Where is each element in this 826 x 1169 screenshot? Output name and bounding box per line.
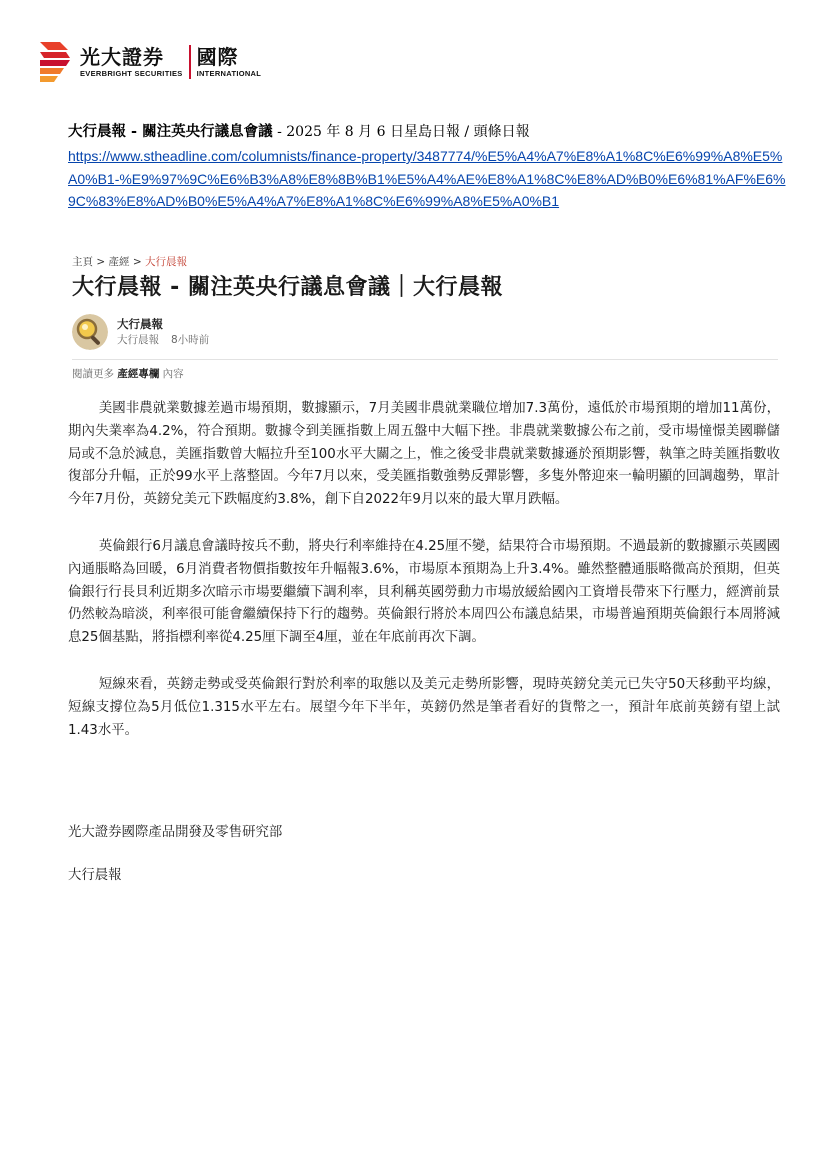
read-more-prefix: 閱讀更多 — [72, 368, 118, 380]
author-column: 大行晨報 — [117, 334, 159, 346]
department-line: 光大證券國際產品開發及零售研究部 — [68, 825, 283, 840]
read-more — [72, 366, 184, 381]
breadcrumb-separator: > — [129, 256, 145, 268]
company-logo — [38, 40, 261, 84]
article-title: 大行晨報 - 關注英央行議息會議｜大行晨報 — [72, 275, 503, 300]
logo-chinese-name: 光大證券 — [80, 45, 164, 69]
body-paragraph: 短線來看，英鎊走勢或受英倫銀行對於利率的取態以及美元走勢所影響，現時英鎊兌美元已失守50天移動平均線，短線支撐位為5月低位1.315水平左右。展望今年下半年，英鎊仍然是筆者看好的貨幣之一，預計年底前英鎊有望上試1.43水平。 — [68, 676, 780, 738]
logo-english-suffix: INTERNATIONAL — [196, 69, 262, 78]
divider — [72, 359, 778, 360]
author-meta — [117, 332, 209, 348]
breadcrumb-current[interactable]: 大行晨報 — [144, 256, 187, 268]
citation-source: - 2025 年 8 月 6 日星島日報 / 頭條日報 — [272, 124, 530, 140]
read-more-link[interactable]: 產經專欄 — [117, 368, 160, 380]
avatar[interactable] — [72, 314, 108, 350]
logo-chinese-suffix: 國際 — [196, 45, 239, 69]
article-body — [68, 398, 780, 766]
citation-header — [68, 121, 788, 213]
avatar-magnifier-icon — [72, 314, 108, 350]
citation-url-link[interactable]: https://www.stheadline.com/columnists/finance-property/3487774/%E5%A4%A7%E8%A1%8C%E6%99%A8%E5%A0%B1-%E9%97%9C%E6%B3%A8%E8%8B%B1%E5%A4%AE%E8%A1%8C%E8%AD%B0%E6%81%AF%E6%9C%83%E8%AD%B0%E5%A4%A7%E8%A1%8C%E6%99%A8%E5%A0%B1 — [68, 148, 786, 209]
logo-english-name: EVERBRIGHT SECURITIES — [80, 69, 183, 78]
logo-divider — [189, 45, 191, 79]
breadcrumb-category[interactable]: 產經 — [108, 256, 130, 268]
citation-title: 大行晨報 - 關注英央行議息會議 — [68, 124, 273, 140]
publish-time: 8小時前 — [171, 334, 210, 346]
breadcrumb-home[interactable]: 主頁 — [72, 256, 93, 268]
body-paragraph: 美國非農就業數據差過市場預期，數據顯示，7月美國非農就業職位增加7.3萬份，遠低於市場預期的增加11萬份，期內失業率為4.2%，符合預期。數據令到美匯指數上周五盤中大幅下挫。非農就業數據公布之前，受市場憧憬美國聯儲局或不急於減息，美匯指數曾大幅拉升至100水平大關之上，惟之後受非農就業數據遜於預期影響，執筆之時美匯指數收復部分升幅，正於99水平上落整固。今年7月以來，受美匯指數強勢反彈影響，多隻外幣迎來一輪明顯的回調趨勢，單計今年7月份，英鎊兌美元下跌幅度約3.8%，創下自2022年9月以來的最大單月跌幅。 — [68, 401, 780, 508]
author-block — [72, 312, 209, 352]
breadcrumb — [72, 254, 187, 269]
breadcrumb-separator: > — [93, 256, 109, 268]
body-paragraph: 英倫銀行6月議息會議時按兵不動，將央行利率維持在4.25厘不變，結果符合市場預期。不過最新的數據顯示英國國內通脹略為回暖，6月消費者物價指數按年升幅報3.6%，市場原本預期為上升3.4%。雖然整體通脹略微高於預期，但英倫銀行行長貝利近期多次暗示市場要繼續下調利率，貝利稱英國勞動力市場放緩給國內工資增長帶來下行壓力，經濟前景仍然較為暗淡，利率很可能會繼續保持下行的趨勢。英倫銀行將於本周四公布議息結果，市場普遍預期英倫銀行本周將減息25個基點，將指標利率從4.25厘下調至4厘，並在年底前再次下調。 — [68, 538, 780, 646]
author-name[interactable]: 大行晨報 — [117, 317, 163, 331]
read-more-suffix: 內容 — [159, 368, 184, 380]
signature-line: 大行晨報 — [68, 868, 122, 883]
everbright-logo-icon — [38, 40, 72, 84]
